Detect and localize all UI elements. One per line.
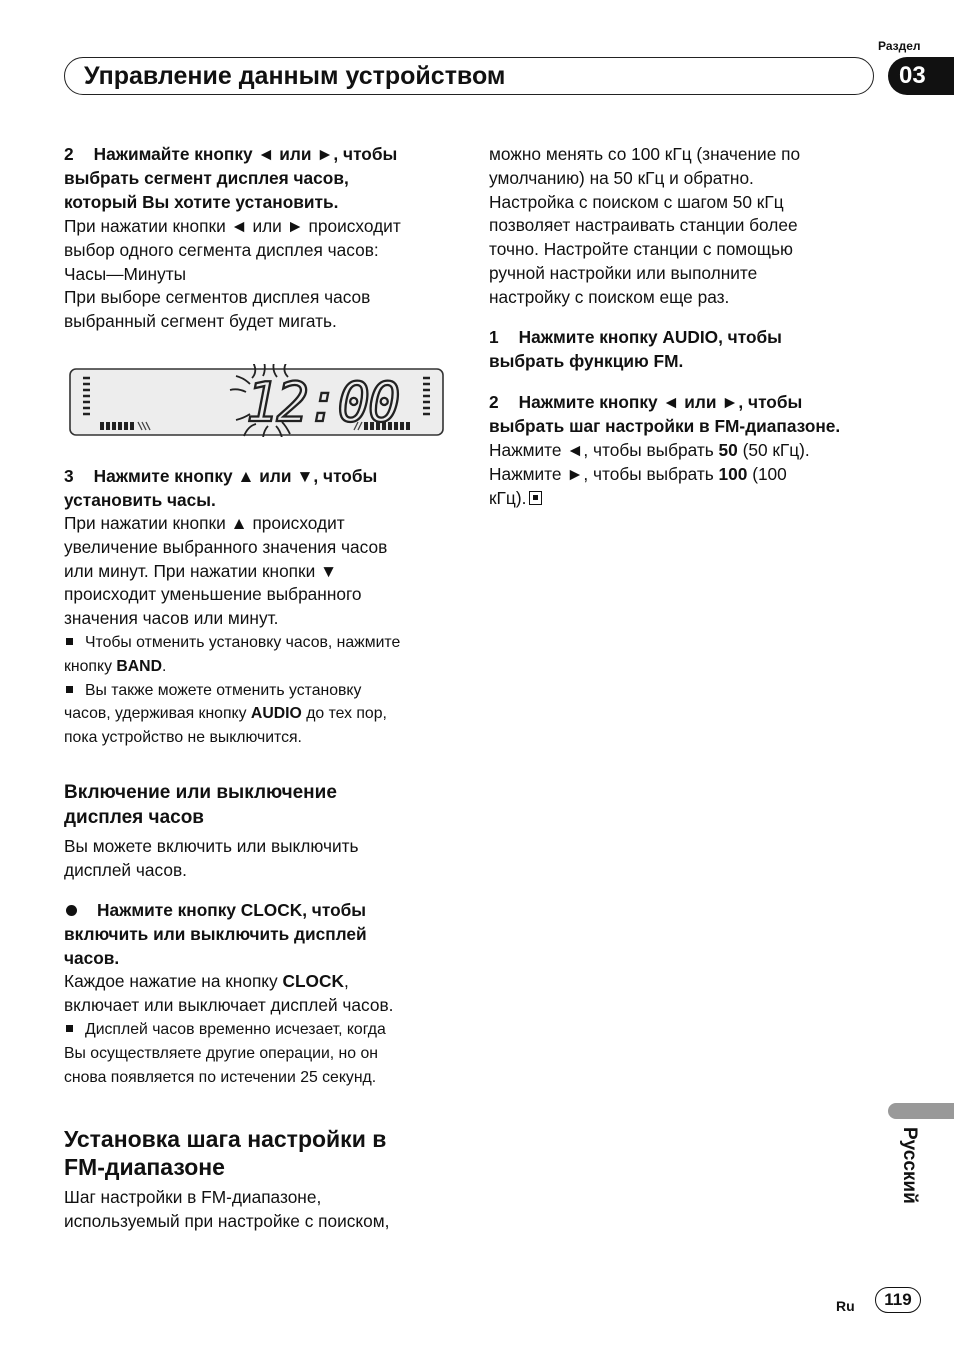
step-number: 2 <box>64 144 74 164</box>
heading-line: Установка шага настройки в <box>64 1126 387 1152</box>
note-line: кнопку <box>64 657 117 675</box>
note-line: часов, удерживая кнопку <box>64 705 251 723</box>
step3-notes <box>64 631 400 750</box>
body-line: Нажмите ◄, чтобы выбрать <box>489 440 719 460</box>
language-label: Русский <box>899 1127 920 1204</box>
heading-line: Нажмите кнопку ◄ или ►, чтобы <box>518 392 803 412</box>
section-label: Раздел <box>878 39 921 53</box>
step2-heading-line: выбрать сегмент дисплея часов, <box>64 167 349 188</box>
heading-line: Включение или выключение <box>64 782 337 803</box>
body-line: можно менять со 100 кГц (значение по <box>489 144 801 164</box>
heading-line: выбрать шаг настройки в FM-диапазоне. <box>489 415 841 436</box>
step3-body <box>64 512 387 631</box>
body-line: умолчанию) на 50 кГц и обратно. <box>489 167 754 188</box>
step-number: 1 <box>489 327 499 347</box>
body-line: точно. Настройте станции с помощью <box>489 239 793 260</box>
fm-step2-body <box>489 439 810 510</box>
note-line: Дисплей часов временно исчезает, когда <box>85 1021 386 1038</box>
body-line: Вы можете включить или выключить <box>64 836 359 856</box>
fm-continued-text <box>489 143 800 310</box>
body-line: происходит уменьшение выбранного <box>64 584 362 605</box>
body-line: значения часов или минут. <box>64 608 279 629</box>
body-line: выбранный сегмент будет мигать. <box>64 311 337 332</box>
clock-section-heading <box>64 780 337 830</box>
step2-heading-line: который Вы хотите установить. <box>64 191 339 212</box>
note-line: Чтобы отменить установку часов, нажмите <box>85 634 401 651</box>
key-name: BAND <box>116 657 162 675</box>
heading-line: Нажмите кнопку AUDIO, чтобы <box>518 327 782 347</box>
step2-heading <box>64 143 397 214</box>
step2-body <box>64 215 401 334</box>
body-line: Нажмите ►, чтобы выбрать <box>489 463 719 484</box>
body-line: настройку с поиском еще раз. <box>489 286 730 307</box>
body-line: ручной настройки или выполните <box>489 262 758 283</box>
body-line: Настройка с поиском с шагом 50 кГц <box>489 191 784 212</box>
body-line: включает или выключает дисплей часов. <box>64 994 394 1015</box>
fm-section-body <box>64 1186 389 1234</box>
body-line: (100 <box>747 463 787 484</box>
body-line: При выборе сегментов дисплея часов <box>64 287 371 308</box>
body-line: При нажатии кнопки ◄ или ► происходит <box>64 216 401 236</box>
section-number-badge: 03 <box>888 57 954 95</box>
lcd-time-text: 12:00 <box>246 371 399 434</box>
clock-step-heading <box>64 899 367 970</box>
clock-note <box>64 1018 386 1089</box>
language-tab <box>888 1103 954 1119</box>
step-number: 2 <box>489 392 499 412</box>
heading-line: FM-диапазоне <box>64 1154 225 1180</box>
bullet-square-icon <box>66 638 73 645</box>
punctuation: , <box>343 971 349 991</box>
punctuation: . <box>162 657 167 675</box>
fm-step2-heading <box>489 391 840 439</box>
body-line: Шаг настройки в FM-диапазоне, <box>64 1187 322 1207</box>
lcd-panel-graphic <box>68 364 445 437</box>
body-line: используемый при настройке с поиском, <box>64 1210 390 1231</box>
value-50: 50 <box>718 440 738 460</box>
body-line: При нажатии кнопки ▲ происходит <box>64 513 345 533</box>
language-code: Ru <box>836 1298 855 1314</box>
body-line: (50 кГц). <box>737 440 810 460</box>
note-line: пока устройство не выключится. <box>64 729 302 747</box>
end-of-section-icon <box>529 491 542 505</box>
heading-line: выбрать функцию FM. <box>489 350 684 371</box>
heading-line: Нажмите кнопку CLOCK, чтобы <box>97 900 367 920</box>
step3-heading <box>64 465 377 513</box>
heading-line: включить или выключить дисплей <box>64 923 367 944</box>
clock-step-body <box>64 970 393 1018</box>
bullet-square-icon <box>66 1025 73 1032</box>
page-number: 119 <box>875 1287 921 1313</box>
note-line: Вы осуществляете другие операции, но он <box>64 1044 378 1062</box>
note-line: снова появляется по истечении 25 секунд. <box>64 1068 377 1086</box>
page-title: Управление данным устройством <box>84 62 506 90</box>
step3-heading-line: Нажмите кнопку ▲ или ▼, чтобы <box>93 466 378 486</box>
key-name: CLOCK <box>282 971 344 991</box>
body-line: дисплей часов. <box>64 859 187 880</box>
key-name: AUDIO <box>250 705 302 723</box>
body-line: кГц). <box>489 487 527 508</box>
body-line: Каждое нажатие на кнопку <box>64 971 283 991</box>
body-line: Часы—Минуты <box>64 263 187 284</box>
step-number: 3 <box>64 466 74 486</box>
body-line: или минут. При нажатии кнопки ▼ <box>64 560 338 581</box>
body-line: выбор одного сегмента дисплея часов: <box>64 239 379 260</box>
fm-section-heading <box>64 1125 386 1181</box>
fm-step1-heading <box>489 326 782 374</box>
value-100: 100 <box>718 463 748 484</box>
bullet-square-icon <box>66 686 73 693</box>
heading-line: дисплея часов <box>64 807 204 828</box>
body-line: позволяет настраивать станции более <box>489 215 798 236</box>
note-line: до тех пор, <box>301 705 387 723</box>
bullet-dot-icon <box>66 905 77 916</box>
note-line: Вы также можете отменить установку <box>85 681 362 699</box>
clock-section-intro <box>64 835 359 883</box>
heading-line: часов. <box>64 947 120 968</box>
step2-heading-line: Нажимайте кнопку ◄ или ►, чтобы <box>93 144 398 164</box>
step3-heading-line: установить часы. <box>64 489 216 510</box>
clock-display-illustration <box>68 364 445 437</box>
body-line: увеличение выбранного значения часов <box>64 536 388 557</box>
